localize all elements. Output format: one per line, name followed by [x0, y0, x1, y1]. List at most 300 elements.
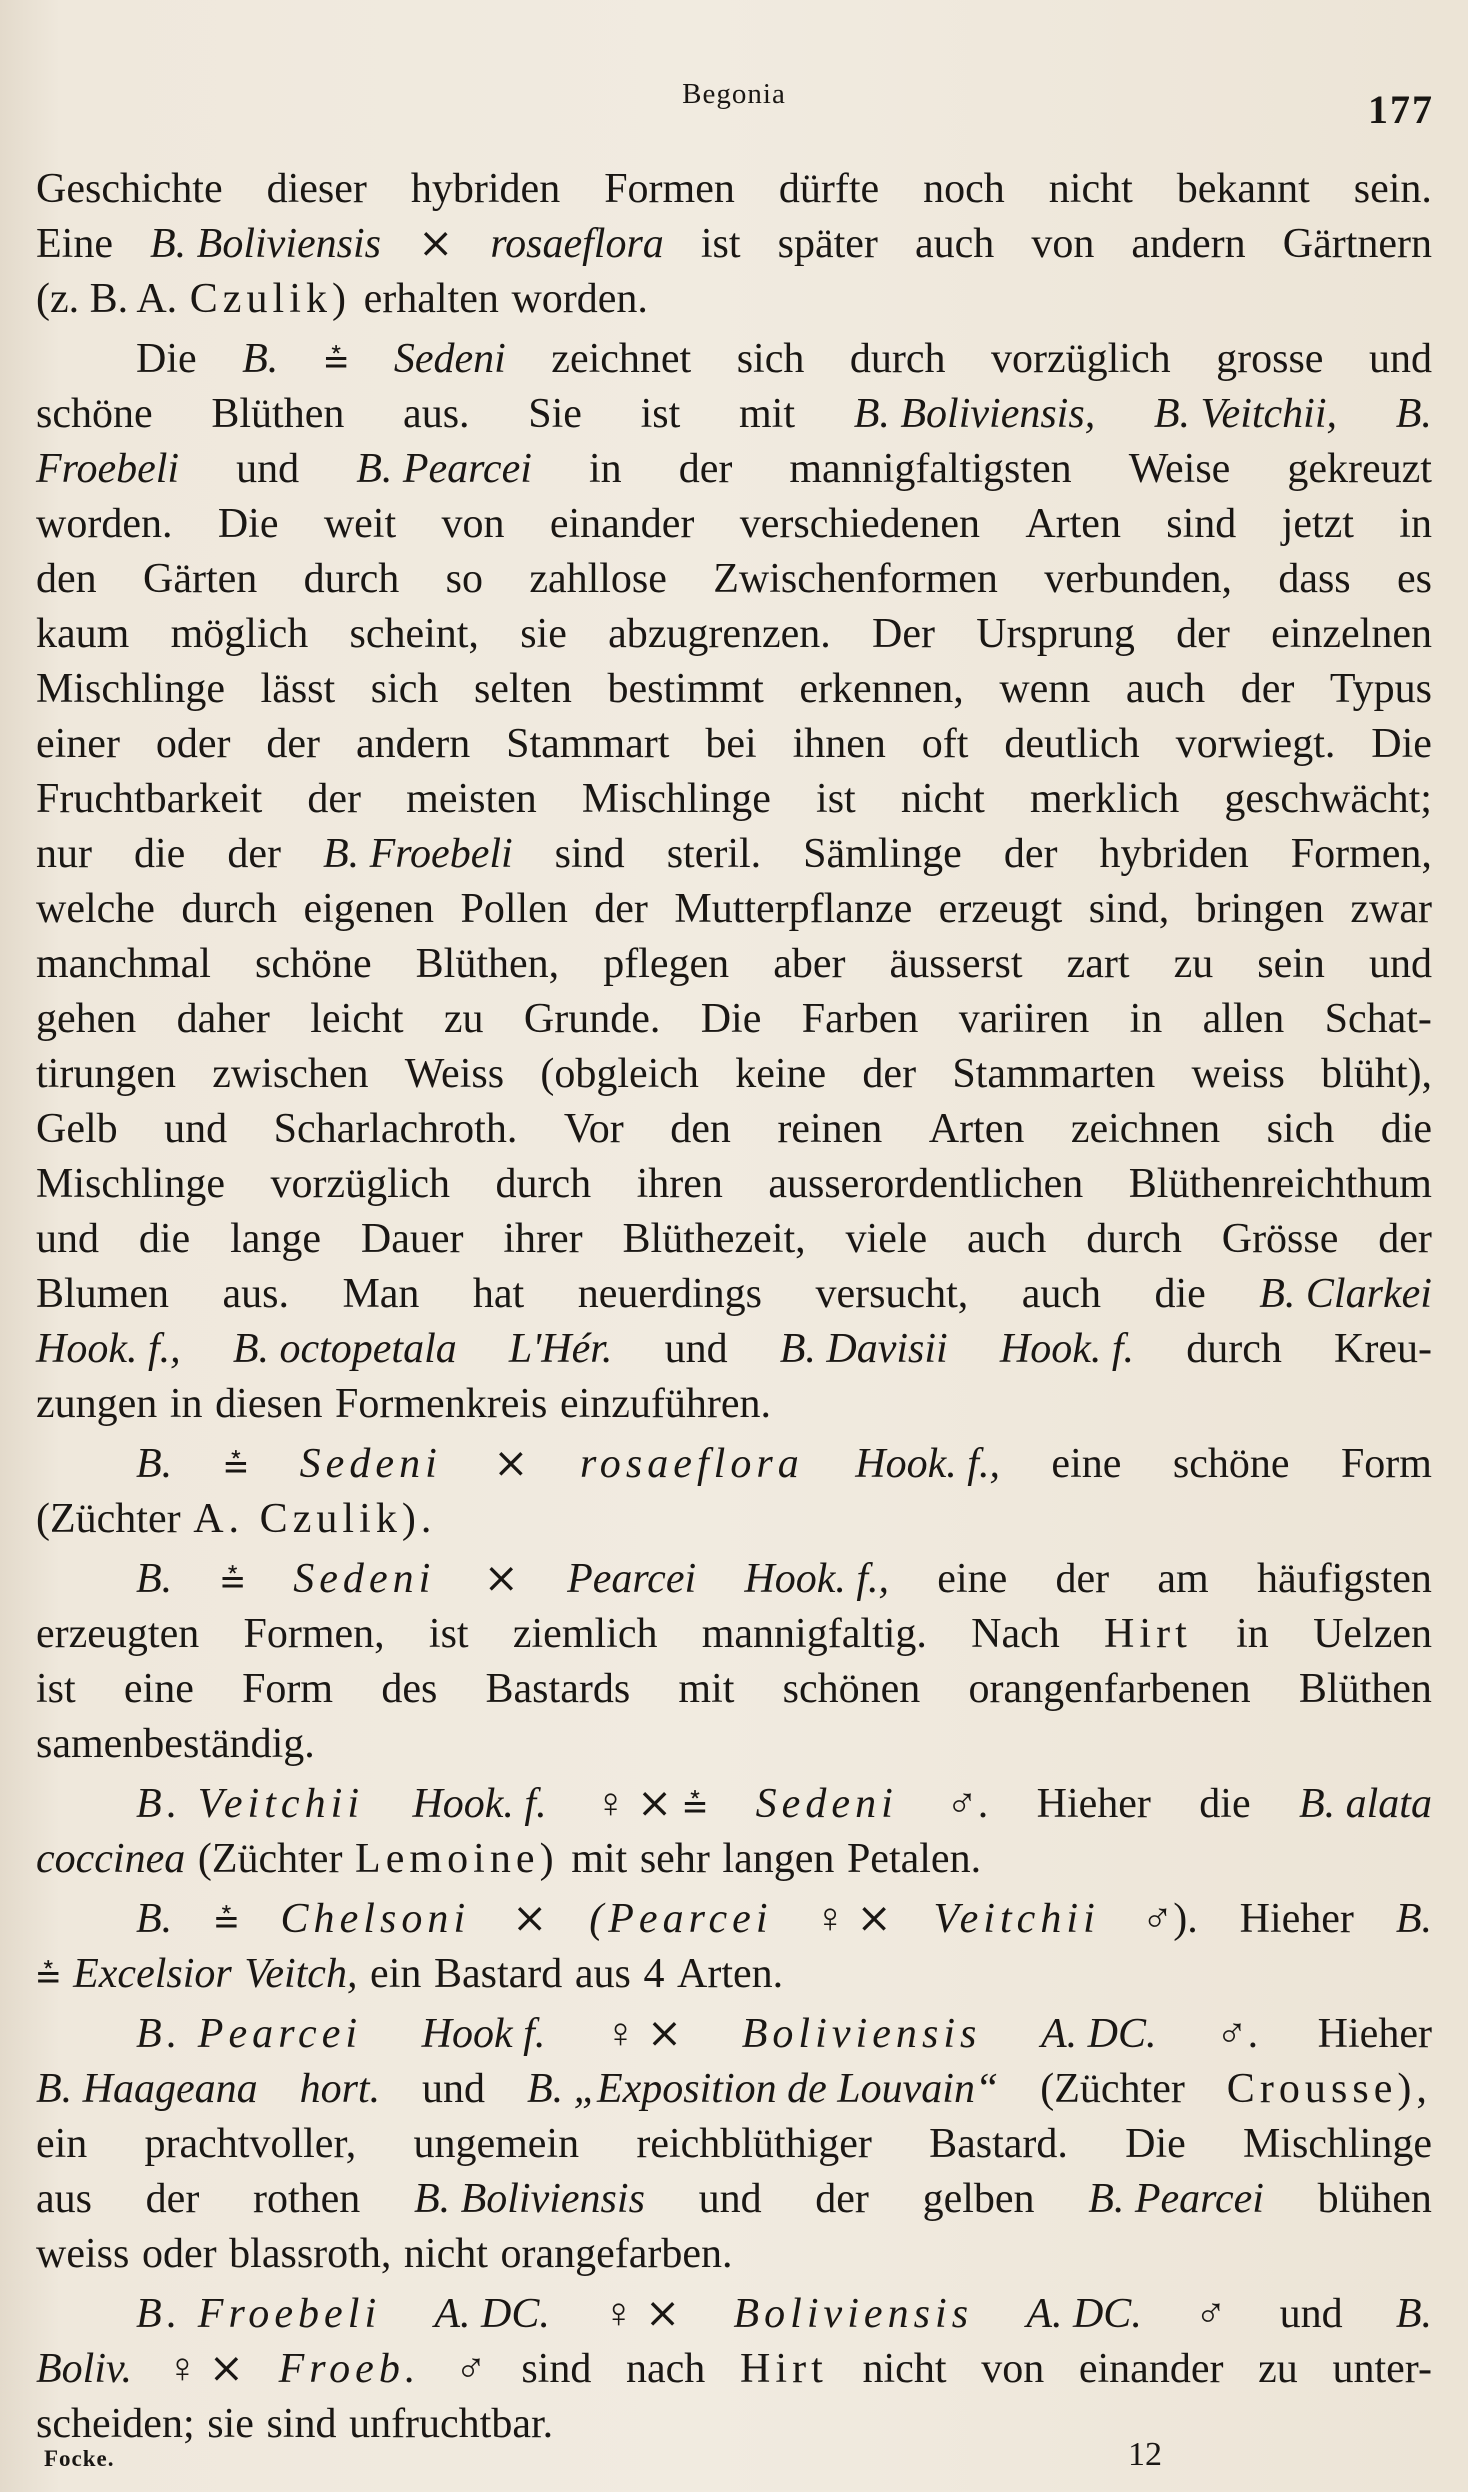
- word: Hook f.: [421, 2011, 546, 2057]
- word: noch: [923, 166, 1005, 212]
- word: B. Clarkei: [1259, 1271, 1432, 1317]
- word: Hieher: [1239, 1896, 1354, 1942]
- word: Dauer: [360, 1216, 464, 1262]
- word: bringen: [1195, 886, 1324, 932]
- text-line: [36, 332, 1432, 387]
- word: selten: [473, 666, 572, 712]
- word: mit: [739, 391, 796, 437]
- word: Hieher: [1036, 1781, 1151, 1827]
- text-line: [36, 272, 1432, 327]
- word: viele: [845, 1216, 928, 1262]
- word: Weiss: [404, 1051, 505, 1097]
- word: scheiden;: [36, 2401, 195, 2447]
- word: nicht: [862, 2346, 947, 2392]
- word: blassroth,: [229, 2231, 392, 2277]
- word: sein.: [1353, 166, 1432, 212]
- word: erkennen,: [799, 666, 964, 712]
- text-line: [36, 2007, 1432, 2062]
- word: ♂: [455, 2346, 487, 2392]
- word: durch: [495, 1161, 592, 1207]
- word: Formen,: [1290, 831, 1432, 877]
- text-line: [36, 1892, 1432, 1947]
- word: durch: [1086, 1216, 1182, 1262]
- word: B.: [1395, 2291, 1432, 2337]
- text-line: [36, 2397, 1432, 2452]
- word: B. Boliviensis: [413, 2176, 645, 2222]
- word: weiss: [36, 2231, 130, 2277]
- word: lässt: [260, 666, 336, 712]
- text-line: [36, 717, 1432, 772]
- text-line: [36, 1157, 1432, 1212]
- word: Petalen.: [846, 1836, 982, 1882]
- word: Typus: [1329, 666, 1432, 712]
- text-line: [36, 2117, 1432, 2172]
- word: oder: [155, 721, 231, 767]
- word: Blüthen: [211, 391, 345, 437]
- word: daher: [176, 996, 270, 1042]
- word: orangefarben.: [500, 2231, 733, 2277]
- word: ⩮: [323, 336, 349, 382]
- text-line: [36, 442, 1432, 497]
- word: zwischen: [212, 1051, 369, 1097]
- word: scheint,: [349, 611, 479, 657]
- word: Arten: [1025, 501, 1121, 547]
- word: und: [422, 2066, 486, 2112]
- word: der: [1003, 831, 1058, 877]
- body-text: [36, 162, 1432, 2452]
- word: blüht),: [1321, 1051, 1432, 1097]
- word: welche: [36, 886, 155, 932]
- word: Mischlinge: [36, 666, 225, 712]
- text-line: [36, 1212, 1432, 1267]
- word: aber: [773, 941, 846, 987]
- word: der: [307, 776, 362, 822]
- word: B. Froebeli: [136, 2291, 382, 2337]
- word: versucht,: [815, 1271, 969, 1317]
- word: den: [670, 1106, 731, 1152]
- word: orangenfarbenen: [968, 1666, 1251, 1712]
- word: auch: [967, 1216, 1047, 1262]
- word: Boliviensis: [741, 2011, 982, 2057]
- word: aus.: [222, 1271, 289, 1317]
- word: einander: [549, 501, 695, 547]
- word: Uelzen: [1313, 1611, 1432, 1657]
- word: von: [1031, 221, 1095, 267]
- text-line: [36, 1267, 1432, 1322]
- word: sie: [207, 2401, 254, 2447]
- text-line: [36, 217, 1432, 272]
- word: einer: [36, 721, 120, 767]
- word: eine: [1051, 1441, 1122, 1487]
- word: dieser: [266, 166, 367, 212]
- word: rosaeflora: [490, 221, 664, 267]
- word: am: [1157, 1556, 1209, 1602]
- text-line: [36, 2287, 1432, 2342]
- word: hat: [472, 1271, 525, 1317]
- word: die: [138, 1216, 191, 1262]
- word: Blüthezeit,: [622, 1216, 806, 1262]
- text-line: [36, 1377, 1432, 1432]
- word: nur: [36, 831, 92, 877]
- word: sein: [1257, 941, 1325, 987]
- word: ist: [36, 1666, 76, 1712]
- word: Mischlinge: [36, 1161, 225, 1207]
- word: worden.: [36, 501, 173, 547]
- word: sie: [520, 611, 567, 657]
- word: mannigfaltigsten: [789, 446, 1072, 492]
- word: von: [441, 501, 505, 547]
- word: abzugrenzen.: [608, 611, 831, 657]
- word: diesen: [215, 1381, 323, 1427]
- word: Form: [1340, 1441, 1432, 1487]
- word: (obgleich: [540, 1051, 699, 1097]
- word: Hook. f.,: [36, 1326, 181, 1372]
- word: ziemlich: [512, 1611, 658, 1657]
- text-line: [36, 607, 1432, 662]
- word: Froeb.: [278, 2346, 421, 2392]
- word: mannigfaltig.: [701, 1611, 927, 1657]
- word: Sie: [528, 391, 582, 437]
- word: eigenen: [303, 886, 435, 932]
- word: von: [981, 2346, 1045, 2392]
- word: Geschichte: [36, 166, 223, 212]
- word: ♀ ⨯: [603, 2291, 681, 2337]
- word: sind: [554, 831, 625, 877]
- word: Czulik): [189, 276, 352, 322]
- word: B.: [1395, 391, 1432, 437]
- word: ⨯: [493, 1441, 529, 1487]
- word: meisten: [406, 776, 537, 822]
- word: Blüthen: [1298, 1666, 1432, 1712]
- word: Mischlinge: [1243, 2121, 1432, 2167]
- word: der: [815, 2176, 869, 2222]
- word: dürfte: [778, 166, 880, 212]
- word: ♀ ⨯: [166, 2346, 244, 2392]
- word: Formen,: [243, 1611, 385, 1657]
- word: blühen: [1317, 2176, 1432, 2222]
- word: hybriden: [1099, 831, 1249, 877]
- word: zu: [1173, 941, 1214, 987]
- word: Formenkreis: [335, 1381, 548, 1427]
- running-head-title: Begonia: [682, 78, 786, 110]
- word: erhalten: [363, 276, 499, 322]
- word: Bastard: [433, 1951, 563, 1997]
- word: keine: [735, 1051, 827, 1097]
- word: Gärtnern: [1282, 221, 1432, 267]
- word: ⨯: [483, 1556, 519, 1602]
- word: reichblüthiger: [636, 2121, 872, 2167]
- word: ihrer: [503, 1216, 583, 1262]
- word: möglich: [170, 611, 309, 657]
- word: ♂).: [1141, 1896, 1198, 1942]
- word: schöne: [1172, 1441, 1290, 1487]
- word: lange: [230, 1216, 322, 1262]
- word: steril.: [666, 831, 762, 877]
- word: und: [236, 446, 300, 492]
- text-line: [36, 497, 1432, 552]
- word: Hook. f.: [412, 1781, 547, 1827]
- word: ⩮: [214, 1896, 239, 1942]
- word: ⩮: [36, 1951, 61, 1997]
- word: Veitchii: [933, 1896, 1100, 1942]
- footer-author: Focke.: [44, 2446, 115, 2471]
- word: und: [1368, 336, 1432, 382]
- text-line: [36, 1717, 1432, 1772]
- word: und: [1279, 2291, 1343, 2337]
- word: zungen: [36, 1381, 158, 1427]
- word: nicht: [900, 776, 985, 822]
- word: 4: [643, 1951, 665, 1997]
- word: B. Boliviensis: [150, 221, 381, 267]
- word: Gärten: [143, 556, 258, 602]
- word: B. Froebeli: [322, 831, 513, 877]
- word: der: [862, 1051, 917, 1097]
- text-line: [36, 992, 1432, 1047]
- word: und: [1368, 941, 1432, 987]
- word: A. DC.: [1026, 2291, 1142, 2337]
- word: andern: [355, 721, 471, 767]
- word: B. octopetala: [232, 1326, 457, 1372]
- word: der: [227, 831, 281, 877]
- word: die: [1380, 1106, 1432, 1152]
- word: Die: [1371, 721, 1432, 767]
- word: ausserordentlichen: [768, 1161, 1084, 1207]
- word: B. Haageana: [36, 2066, 258, 2112]
- word: durch: [303, 556, 400, 602]
- word: prachtvoller,: [144, 2121, 357, 2167]
- word: Hieher: [1317, 2011, 1432, 2057]
- word: Die: [136, 336, 197, 382]
- word: Hook. f.: [999, 1326, 1135, 1372]
- signature-mark: 12: [1128, 2436, 1162, 2473]
- word: dass: [1278, 556, 1351, 602]
- word: hort.: [299, 2066, 381, 2112]
- word: B.: [136, 1441, 173, 1487]
- word: tirungen: [36, 1051, 176, 1097]
- text-line: [36, 1437, 1432, 1492]
- word: durch: [1186, 1326, 1282, 1372]
- word: B.: [242, 336, 279, 382]
- word: zu: [1258, 2346, 1298, 2392]
- word: der: [1176, 611, 1230, 657]
- word: Mutterpflanze: [674, 886, 913, 932]
- word: wenn: [999, 666, 1091, 712]
- word: leicht: [310, 996, 404, 1042]
- word: jetzt: [1281, 501, 1354, 547]
- word: ein: [36, 2121, 88, 2167]
- word: B. Davisii: [779, 1326, 948, 1372]
- word: Chelsoni: [280, 1896, 471, 1942]
- word: zeichnet: [551, 336, 692, 382]
- word: neuerdings: [577, 1271, 762, 1317]
- text-line: [36, 662, 1432, 717]
- word: die: [1199, 1781, 1251, 1827]
- text-line: [36, 1047, 1432, 1102]
- word: verbunden,: [1044, 556, 1232, 602]
- page-number: 177: [1368, 87, 1434, 132]
- word: nicht: [403, 2231, 488, 2277]
- word: ein: [370, 1951, 422, 1997]
- text-line: [36, 1607, 1432, 1662]
- word: grosse: [1216, 336, 1324, 382]
- text-line: [36, 1947, 1432, 2002]
- word: reinen: [777, 1106, 883, 1152]
- word: weiss: [1191, 1051, 1285, 1097]
- word: unter-: [1332, 2346, 1432, 2392]
- word: samenbeständig.: [36, 1721, 315, 1767]
- word: (Pearcei: [589, 1896, 773, 1942]
- word: B. Veitchii: [136, 1781, 365, 1827]
- word: Der: [872, 611, 936, 657]
- word: sich: [370, 666, 439, 712]
- word: zwar: [1350, 886, 1432, 932]
- word: Excelsior: [73, 1951, 232, 1997]
- word: variiren: [958, 996, 1090, 1042]
- word: Blumen: [36, 1271, 169, 1317]
- word: erzeugt: [938, 886, 1063, 932]
- word: Form: [242, 1666, 334, 1712]
- word: in: [588, 446, 622, 492]
- word: A. DC.: [434, 2291, 550, 2337]
- text-line: [36, 2172, 1432, 2227]
- word: gehen: [36, 996, 137, 1042]
- word: Boliv.: [36, 2346, 133, 2392]
- word: ist: [700, 221, 741, 267]
- word: Kreu-: [1334, 1326, 1432, 1372]
- word: durch: [849, 336, 946, 382]
- word: merklich: [1029, 776, 1180, 822]
- word: und: [164, 1106, 228, 1152]
- word: Bastard.: [929, 2121, 1068, 2167]
- word: geschwächt;: [1224, 776, 1432, 822]
- word: so: [445, 556, 483, 602]
- word: sich: [1266, 1106, 1335, 1152]
- word: Pollen: [460, 886, 568, 932]
- word: Die: [700, 996, 762, 1042]
- word: Arten.: [677, 1951, 784, 1997]
- word: ⩮: [223, 1441, 249, 1487]
- text-line: [36, 387, 1432, 442]
- text-line: [36, 1662, 1432, 1717]
- word: ♀ ⨯: [814, 1896, 892, 1942]
- word: der: [1378, 1216, 1432, 1262]
- word: B. Pearcei: [356, 446, 532, 492]
- text-line: [36, 1492, 1432, 1547]
- word: B. Veitchii,: [1153, 391, 1338, 437]
- word: B. „Exposition de Louvain“: [526, 2066, 999, 2112]
- word: Vor: [563, 1106, 624, 1152]
- word: die: [134, 831, 186, 877]
- word: langen: [722, 1836, 835, 1882]
- word: hybriden: [410, 166, 561, 212]
- word: oft: [921, 721, 969, 767]
- word: ihnen: [792, 721, 886, 767]
- word: Sedeni: [393, 336, 506, 382]
- word: auch: [914, 221, 995, 267]
- word: ♀ ⨯ ⩮: [595, 1781, 708, 1827]
- word: ⨯: [418, 221, 454, 267]
- word: (Züchter: [1040, 2066, 1185, 2112]
- word: den: [36, 556, 97, 602]
- word: kaum: [36, 611, 130, 657]
- word: schöne: [36, 391, 153, 437]
- word: Fruchtbarkeit: [36, 776, 263, 822]
- word: weit: [323, 501, 397, 547]
- word: Grösse: [1221, 1216, 1339, 1262]
- word: Blüthenreichthum: [1128, 1161, 1432, 1207]
- word: sich: [736, 336, 805, 382]
- word: sehr: [639, 1836, 710, 1882]
- word: ♀ ⨯: [604, 2011, 683, 2057]
- word: ist: [816, 776, 856, 822]
- word: Stammarten: [952, 1051, 1156, 1097]
- word: oder: [141, 2231, 217, 2277]
- word: ist: [428, 1611, 469, 1657]
- word: ⩮: [220, 1556, 245, 1602]
- word: und: [698, 2176, 762, 2222]
- word: sind: [1166, 501, 1237, 547]
- word: (z. B. A.: [36, 276, 178, 322]
- word: Weise: [1128, 446, 1231, 492]
- word: B.: [1395, 1896, 1432, 1942]
- word: Gelb: [36, 1106, 118, 1152]
- word: Lemoine): [355, 1836, 559, 1882]
- word: mit: [571, 1836, 628, 1882]
- text-line: [36, 1832, 1432, 1887]
- word: einander: [1078, 2346, 1224, 2392]
- word: B. alata: [1298, 1781, 1432, 1827]
- word: andern: [1131, 221, 1246, 267]
- word: bei: [705, 721, 757, 767]
- word: vorzüglich: [270, 1161, 451, 1207]
- word: sind,: [1088, 886, 1170, 932]
- text-line: [36, 2062, 1432, 2117]
- word: nicht: [1048, 166, 1133, 212]
- word: rothen: [252, 2176, 361, 2222]
- word: aus.: [403, 391, 470, 437]
- word: der: [1055, 1556, 1110, 1602]
- word: Stammart: [506, 721, 670, 767]
- word: sind: [521, 2346, 592, 2392]
- word: sind: [266, 2401, 337, 2447]
- word: Veitch,: [244, 1951, 358, 1997]
- word: Sämlinge: [803, 831, 962, 877]
- word: zu: [443, 996, 484, 1042]
- word: Hook. f.,: [855, 1441, 1000, 1487]
- word: Crousse),: [1226, 2066, 1432, 2112]
- word: eine: [123, 1666, 194, 1712]
- word: Die: [217, 501, 279, 547]
- word: A. Czulik).: [193, 1496, 437, 1542]
- word: nach: [626, 2346, 706, 2392]
- word: manchmal: [36, 941, 211, 987]
- word: Bastards: [485, 1666, 631, 1712]
- word: einzelnen: [1271, 611, 1432, 657]
- word: ♂.: [1216, 2011, 1259, 2057]
- word: zart: [1066, 941, 1130, 987]
- text-line: [36, 2342, 1432, 2397]
- word: Hook. f.,: [744, 1556, 890, 1602]
- word: erzeugten: [36, 1611, 200, 1657]
- word: Man: [342, 1271, 420, 1317]
- word: vorzüglich: [991, 336, 1171, 382]
- word: Pearcei: [567, 1556, 697, 1602]
- word: deutlich: [1004, 721, 1140, 767]
- word: auch: [1125, 666, 1206, 712]
- text-line: [36, 1777, 1432, 1832]
- word: ♂.: [946, 1781, 989, 1827]
- word: worden.: [511, 276, 648, 322]
